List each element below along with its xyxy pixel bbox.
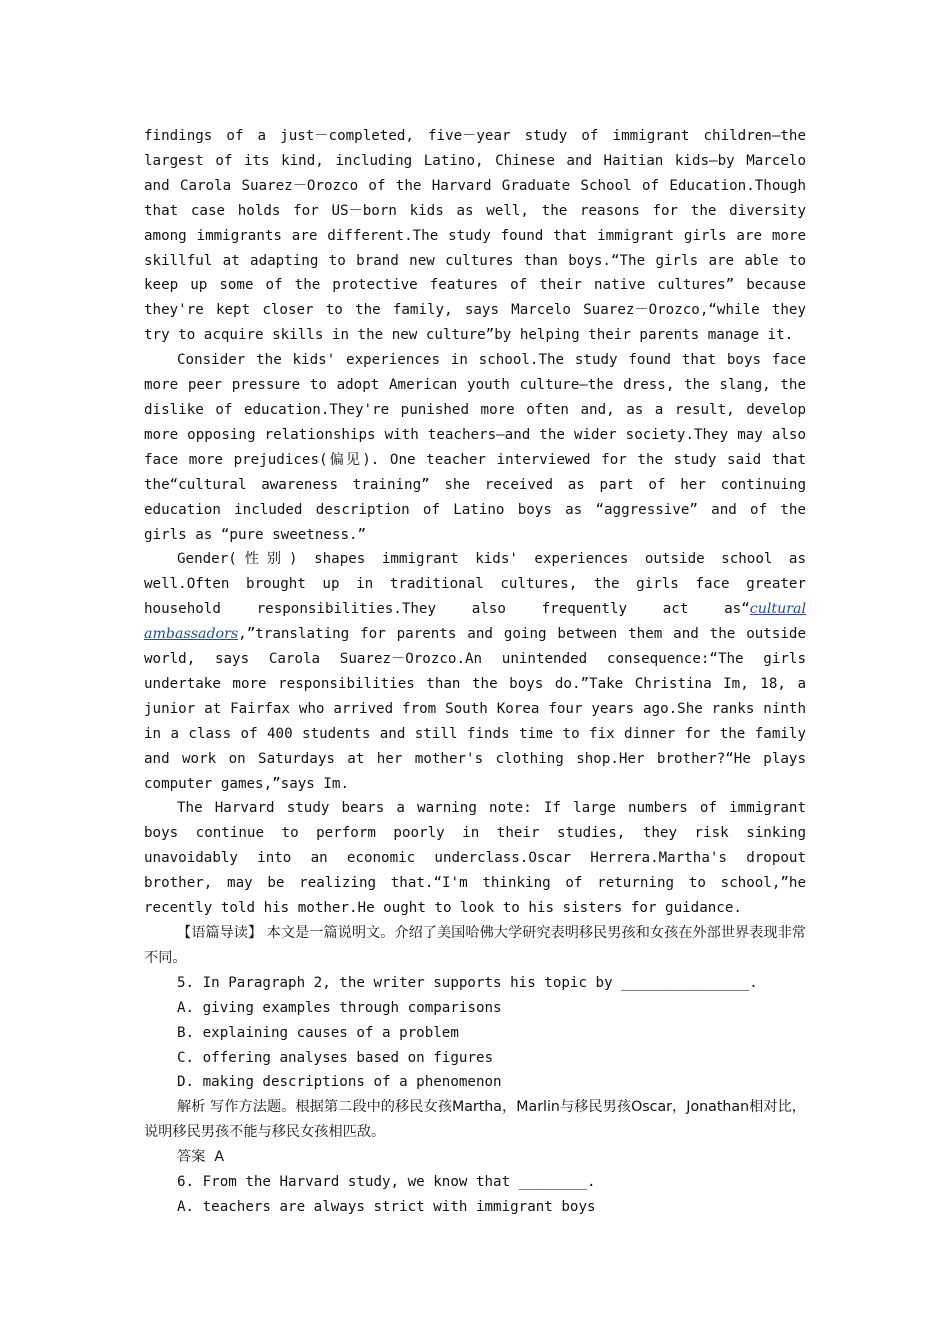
reading-guide: 【语篇导读】 本文是一篇说明文。介绍了美国哈佛大学研究表明移民男孩和女孩在外部世界表现非常不同。 xyxy=(144,925,806,966)
question-5-option-a: A. giving examples through comparisons xyxy=(177,999,502,1016)
question-5-option-c: C. offering analyses based on figures xyxy=(177,1049,494,1066)
passage-paragraph-4: The Harvard study bears a warning note: If large numbers of immigrant boys continue to perform poorly in their studies, they risk sinking unavoidably into an economic underclass.Oscar Herrera.Martha's dropout brother, may be realizing that.“I'm thinking of returning to school,”he recently told his mother.He ought to look to his sisters for guidance. xyxy=(144,800,806,917)
passage-paragraph-1: findings of a just－completed, five－year study of immigrant children—the largest of its kind, including Latino, Chinese and Haitian kids—by Marcelo and Carola Suarez－Orozco of the Harvard Graduate School of Education.Though that case holds for US－born kids as well, the reasons for the diversity among immigrants are different.The study found that immigrant girls are more skillful at adapting to brand new cultures than boys.“The girls are able to keep up some of the protective features of their native cultures” because they're kept closer to the family, says Marcelo Suarez－Orozco,“while they try to acquire skills in the new culture”by helping their parents manage it. xyxy=(144,128,806,344)
document-page xyxy=(144,124,806,1220)
cultural-ambassadors-link[interactable]: cultural ambassadors xyxy=(144,601,806,643)
paragraph-3-text-start: Gender(性别) shapes immigrant kids' experiences outside school as well.Often brought up in traditional cultures, the girls face greater household responsibilities.They also frequently act as“ xyxy=(144,551,806,618)
passage-paragraph-3 xyxy=(144,547,806,796)
question-6-option-a: A. teachers are always strict with immigrant boys xyxy=(177,1198,596,1215)
question-5-option-d: D. making descriptions of a phenomenon xyxy=(177,1074,502,1091)
passage-paragraph-2: Consider the kids' experiences in school.The study found that boys face more peer pressure to adopt American youth culture—the dress, the slang, the dislike of education.They're punished more often and, as a result, develop more opposing relationships with teachers—and the wider society.They may also face more prejudices(偏见). One teacher interviewed for the study said that the“cultural awareness training” she received as part of her continuing education included description of Latino boys as “aggressive” and of the girls as “pure sweetness.” xyxy=(144,352,806,543)
question-5-option-b: B. explaining causes of a problem xyxy=(177,1024,459,1041)
question-5-analysis: 解析 写作方法题。根据第二段中的移民女孩Martha，Marlin与移民男孩Oscar，Jonathan相对比，说明移民男孩不能与移民女孩相匹敌。 xyxy=(144,1099,806,1141)
question-5-stem: 5. In Paragraph 2, the writer supports his topic by _______________. xyxy=(177,974,758,991)
paragraph-3-text-end: ,”translating for parents and going between them and the outside world, says Carola Suarez－Orozco.An unintended consequence:“The girls undertake more responsibilities than the boys do.”Take Christina Im, 18, a junior at Fairfax who arrived from South Korea four years ago.She ranks ninth in a class of 400 students and still finds time to fix dinner for the family and work on Saturdays at her mother's clothing shop.Her brother?“He plays computer games,”says Im. xyxy=(144,626,806,792)
question-5-answer: 答案 A xyxy=(177,1149,225,1166)
question-6-stem: 6. From the Harvard study, we know that ________. xyxy=(177,1174,596,1191)
